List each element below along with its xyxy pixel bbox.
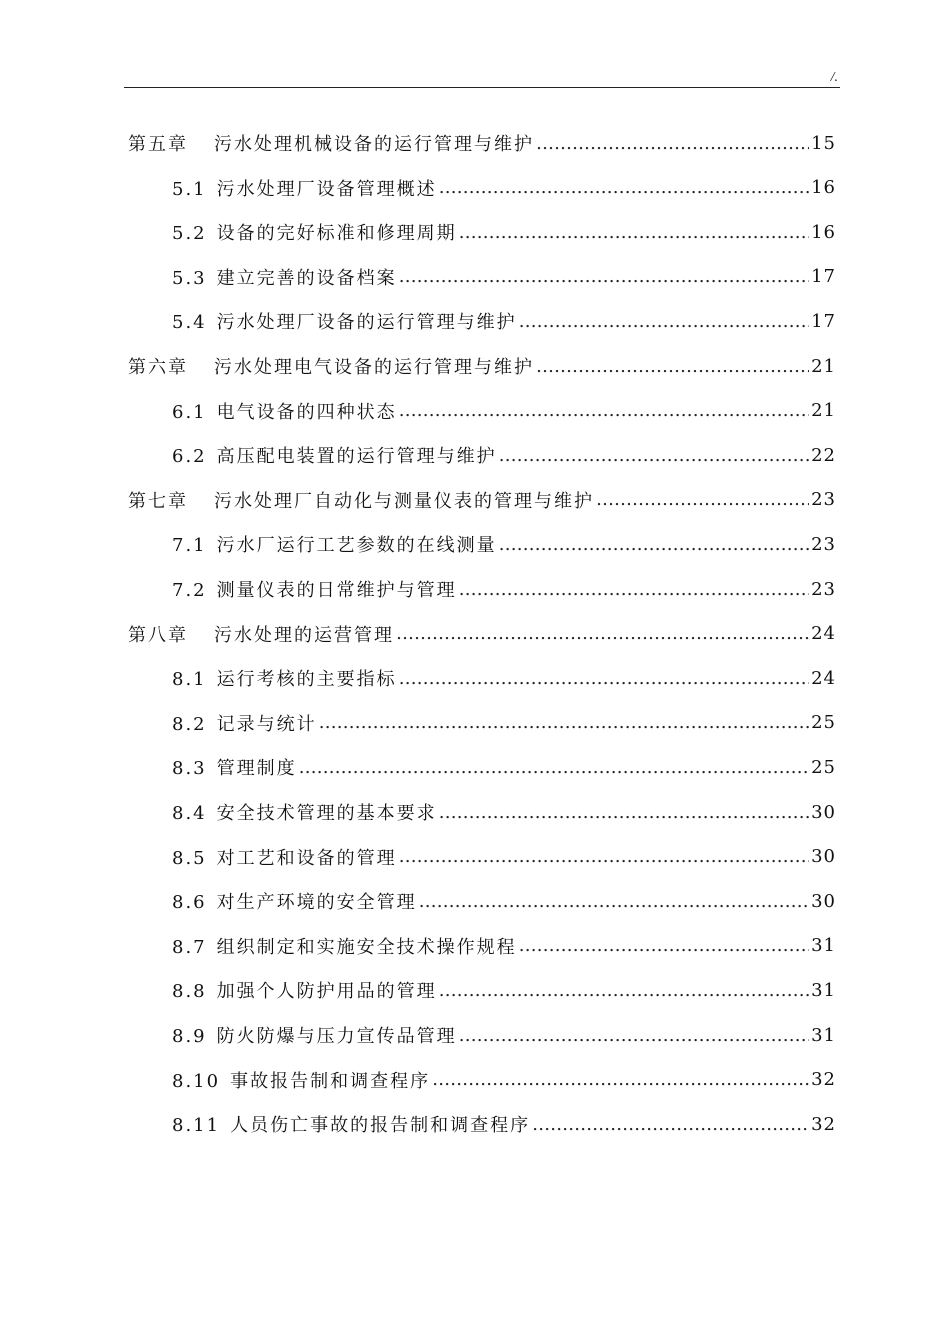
toc-dot-leader	[439, 980, 809, 1001]
toc-entry-number: 5.3	[172, 267, 207, 289]
toc-entry-page: 25	[811, 756, 836, 778]
toc-entry-page: 32	[811, 1113, 836, 1135]
toc-entry[interactable]	[172, 1109, 836, 1139]
toc-entry-number: 6.1	[172, 401, 207, 423]
toc-dot-leader	[396, 623, 809, 644]
toc-entry-label	[172, 665, 397, 691]
toc-entry-number: 第五章	[128, 134, 188, 155]
toc-entry[interactable]	[172, 886, 836, 916]
toc-entry-number: 第六章	[128, 357, 188, 378]
toc-entry[interactable]	[172, 440, 836, 470]
toc-entry-number: 8.11	[172, 1115, 221, 1137]
toc-dot-leader	[439, 802, 809, 823]
toc-entry-number: 第八章	[128, 624, 188, 646]
toc-entry[interactable]	[172, 262, 836, 292]
toc-entry-page: 30	[811, 801, 836, 823]
toc-entry-number: 5.1	[172, 178, 207, 200]
toc-dot-leader	[439, 177, 809, 198]
toc-entry-page: 25	[811, 712, 836, 734]
toc-entry-title: 人员伤亡事故的报告制和调查程序	[230, 1115, 531, 1137]
toc-dot-leader	[519, 935, 809, 956]
toc-entry[interactable]	[172, 1020, 836, 1050]
toc-entry-label	[172, 1067, 430, 1093]
toc-entry-label	[172, 799, 437, 825]
toc-entry-page: 23	[811, 533, 836, 555]
toc-entry-label	[172, 219, 457, 245]
toc-entry-label	[172, 888, 417, 914]
toc-entry-number: 8.10	[172, 1070, 221, 1092]
toc-entry[interactable]	[128, 351, 836, 381]
toc-entry-label	[128, 621, 394, 647]
toc-entry-label	[172, 1111, 530, 1137]
toc-entry-number: 7.2	[172, 580, 207, 601]
toc-entry-page: 30	[811, 846, 836, 868]
toc-entry-title: 组织制定和实施安全技术操作规程	[216, 936, 517, 958]
toc-entry-number: 8.8	[172, 981, 207, 1003]
toc-entry-page: 17	[811, 266, 836, 288]
toc-entry-title: 测量仪表的日常维护与管理	[216, 580, 457, 601]
toc-entry-label	[128, 487, 594, 513]
toc-entry-page: 21	[811, 355, 836, 377]
toc-entry-number: 5.2	[172, 223, 207, 245]
toc-entry-title: 防火防爆与压力宣传品管理	[216, 1026, 457, 1047]
toc-entry-label	[172, 844, 397, 870]
toc-entry-page: 31	[811, 979, 836, 1001]
toc-entry[interactable]	[172, 663, 836, 693]
toc-entry-title: 建立完善的设备档案	[216, 267, 397, 289]
toc-entry-title: 污水处理的运营管理	[214, 624, 394, 646]
toc-dot-leader	[459, 579, 809, 600]
toc-dot-leader	[399, 668, 809, 689]
toc-entry-label	[172, 398, 397, 424]
toc-entry[interactable]	[172, 173, 836, 203]
toc-entry-page: 21	[811, 400, 836, 422]
toc-entry-title: 运行考核的主要指标	[216, 669, 397, 691]
toc-entry-page: 16	[811, 177, 836, 199]
toc-dot-leader	[459, 1025, 809, 1046]
toc-dot-leader	[499, 445, 809, 466]
toc-dot-leader	[596, 489, 809, 510]
toc-dot-leader	[399, 266, 809, 287]
header-mark: /.	[830, 70, 838, 85]
toc-entry-label	[172, 576, 457, 602]
toc-entry-title: 污水处理厂设备的运行管理与维护	[216, 312, 517, 334]
toc-entry-title: 污水处理机械设备的运行管理与维护	[214, 134, 534, 155]
toc-entry-title: 污水厂运行工艺参数的在线测量	[216, 535, 497, 557]
toc-dot-leader	[459, 222, 809, 243]
toc-dot-leader	[499, 534, 809, 555]
toc-entry[interactable]	[128, 619, 836, 649]
toc-entry-title: 管理制度	[216, 758, 297, 780]
toc-entry-label	[172, 442, 497, 468]
toc-entry[interactable]	[172, 708, 836, 738]
toc-entry-title: 污水处理厂设备管理概述	[216, 178, 437, 200]
toc-entry[interactable]	[128, 485, 836, 515]
toc-entry-number: 8.4	[172, 803, 207, 824]
toc-entry-number: 8.2	[172, 713, 207, 735]
toc-entry-title: 记录与统计	[216, 713, 317, 735]
toc-dot-leader	[519, 311, 809, 332]
toc-entry-label	[172, 754, 297, 780]
toc-entry-page: 32	[811, 1069, 836, 1091]
toc-entry-number: 第七章	[128, 490, 188, 512]
toc-entry-page: 17	[811, 310, 836, 332]
toc-entry-title: 加强个人防护用品的管理	[216, 981, 437, 1003]
toc-entry[interactable]	[172, 574, 836, 604]
toc-entry-label	[172, 175, 437, 201]
toc-dot-leader	[399, 846, 809, 867]
toc-entry-label	[172, 710, 317, 736]
toc-entry-page: 31	[811, 1024, 836, 1046]
toc-entry[interactable]	[128, 128, 836, 158]
toc-entry-page: 30	[811, 890, 836, 912]
toc-dot-leader	[532, 1114, 809, 1135]
toc-entry-number: 8.1	[172, 669, 207, 691]
toc-entry-title: 污水处理电气设备的运行管理与维护	[214, 357, 534, 378]
toc-dot-leader	[536, 133, 809, 154]
toc-dot-leader	[536, 356, 809, 377]
toc-entry-page: 23	[811, 489, 836, 511]
toc-entry[interactable]	[172, 396, 836, 426]
toc-dot-leader	[399, 400, 809, 421]
toc-entry-page: 16	[811, 221, 836, 243]
toc-entry[interactable]	[172, 797, 836, 827]
toc-entry-number: 8.3	[172, 758, 207, 780]
toc-entry-number: 8.5	[172, 847, 207, 869]
toc-entry-label	[128, 353, 534, 379]
toc-entry[interactable]	[172, 217, 836, 247]
toc-entry-page: 22	[811, 444, 836, 466]
toc-dot-leader	[419, 891, 809, 912]
toc-entry[interactable]	[172, 529, 836, 559]
toc-entry-label	[172, 1022, 457, 1048]
toc-entry[interactable]	[172, 306, 836, 336]
toc-entry-number: 8.9	[172, 1026, 207, 1047]
toc-entry[interactable]	[172, 1065, 836, 1095]
toc-entry-title: 对工艺和设备的管理	[216, 847, 397, 869]
toc-entry-number: 7.1	[172, 535, 207, 557]
toc-entry-number: 5.4	[172, 312, 207, 334]
toc-entry-page: 23	[811, 578, 836, 600]
toc-dot-leader	[432, 1069, 809, 1090]
toc-entry-label	[172, 531, 497, 557]
toc-entry-title: 污水处理厂自动化与测量仪表的管理与维护	[214, 490, 594, 512]
toc-dot-leader	[299, 757, 809, 778]
toc-dot-leader	[319, 712, 809, 733]
toc-entry-page: 24	[811, 667, 836, 689]
toc-entry-number: 8.6	[172, 892, 207, 914]
toc-entry-title: 设备的完好标准和修理周期	[216, 223, 457, 245]
toc-entry-title: 对生产环境的安全管理	[216, 892, 417, 914]
toc-entry-page: 31	[811, 935, 836, 957]
toc-entry[interactable]	[172, 931, 836, 961]
toc-entry-title: 电气设备的四种状态	[216, 401, 397, 423]
toc-entry-label	[172, 933, 517, 959]
toc-entry[interactable]	[172, 842, 836, 872]
header-rule	[124, 87, 840, 88]
toc-entry[interactable]	[172, 975, 836, 1005]
toc-entry-label	[172, 264, 397, 290]
toc-entry-page: 15	[811, 132, 836, 154]
toc-entry-page: 24	[811, 623, 836, 645]
toc-entry-title: 安全技术管理的基本要求	[216, 803, 437, 824]
toc-entry-label	[172, 308, 517, 334]
toc-entry-number: 6.2	[172, 446, 207, 468]
toc-entry-label	[172, 977, 437, 1003]
toc-entry[interactable]	[172, 752, 836, 782]
toc-entry-number: 8.7	[172, 936, 207, 958]
toc-entry-label	[128, 130, 534, 156]
toc-entry-title: 事故报告制和调查程序	[230, 1070, 431, 1092]
toc-entry-title: 高压配电装置的运行管理与维护	[216, 446, 497, 468]
